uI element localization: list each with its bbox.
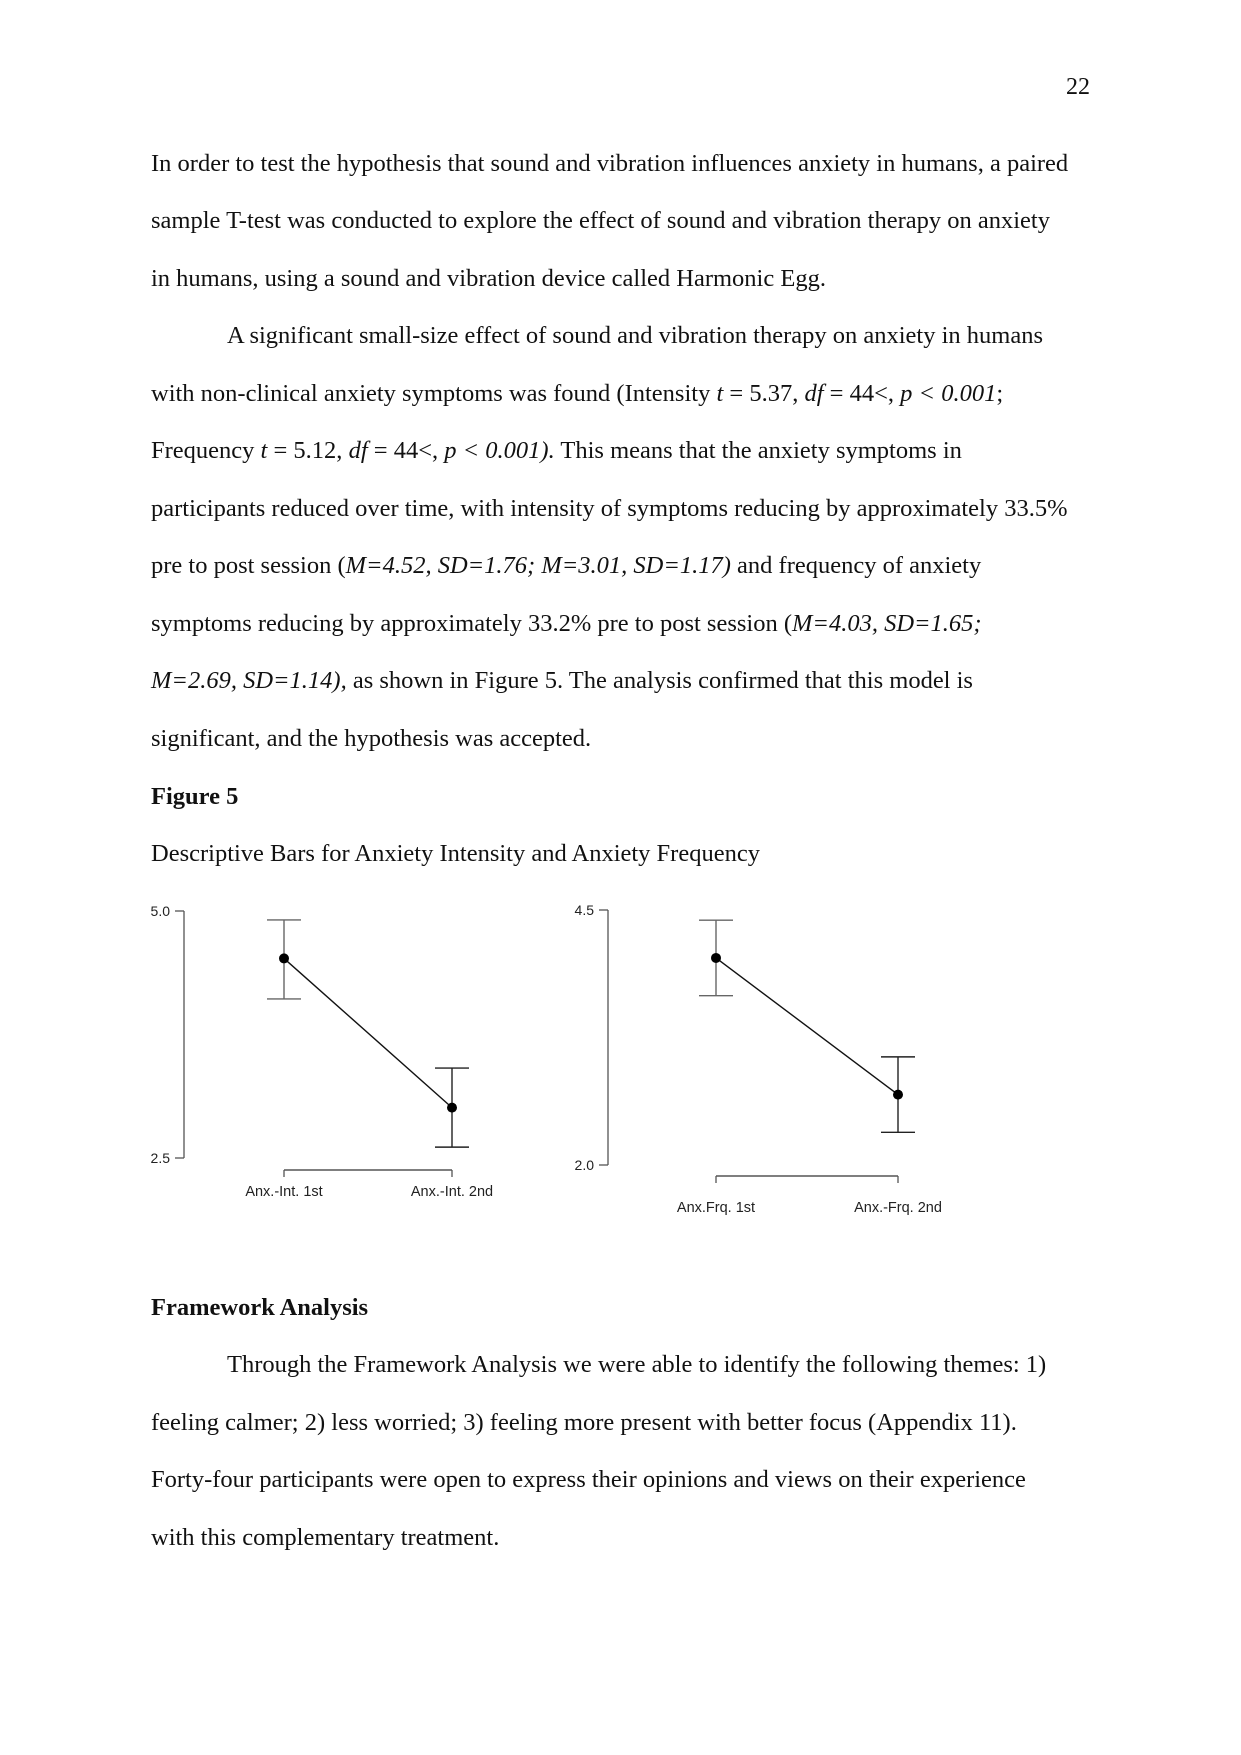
body-line bbox=[151, 379, 1003, 409]
text-run: and frequency of anxiety bbox=[730, 552, 982, 579]
stat-symbol: df bbox=[348, 437, 368, 464]
text-run: ; bbox=[996, 380, 1004, 407]
body-line: Through the Framework Analysis we were able to identify the following themes: 1) bbox=[227, 1351, 1047, 1378]
y-tick-label: 5.0 bbox=[150, 903, 170, 919]
body-line: A significant small-size effect of sound and vibration therapy on anxiety in humans bbox=[227, 322, 1044, 349]
stat-values: M=2.69, SD=1.14), bbox=[151, 667, 347, 694]
series-line bbox=[284, 958, 452, 1107]
text-run: This means that the anxiety symptoms in bbox=[554, 437, 962, 464]
body-line: significant, and the hypothesis was accepted. bbox=[151, 725, 592, 752]
x-tick-label: Anx.Frq. 1st bbox=[676, 1200, 756, 1216]
data-point bbox=[279, 953, 289, 963]
y-tick-label: 2.5 bbox=[150, 1150, 170, 1166]
section-heading: Framework Analysis bbox=[151, 1294, 369, 1321]
figure-5-charts bbox=[0, 880, 1241, 1240]
data-point bbox=[893, 1090, 903, 1100]
body-line bbox=[151, 609, 982, 639]
stat-symbol: p < 0.001). bbox=[444, 437, 555, 464]
text-run: as shown in Figure 5. The analysis confirmed that this model is bbox=[346, 667, 973, 694]
data-point bbox=[711, 953, 721, 963]
x-tick-label: Anx.-Int. 1st bbox=[245, 1184, 323, 1200]
body-line: participants reduced over time, with intensity of symptoms reducing by approximately 33.5% bbox=[151, 495, 1068, 522]
body-line: in humans, using a sound and vibration device called Harmonic Egg. bbox=[151, 265, 826, 292]
text-run: with non-clinical anxiety symptoms was found (Intensity bbox=[151, 380, 717, 407]
chart-anxiety-frequency bbox=[575, 902, 942, 1216]
x-tick-label: Anx.-Int. 2nd bbox=[410, 1184, 494, 1200]
body-line: feeling calmer; 2) less worried; 3) feeling more present with better focus (Appendix 11). bbox=[151, 1409, 1017, 1436]
text-run: Frequency bbox=[151, 437, 261, 464]
body-line: with this complementary treatment. bbox=[151, 1524, 500, 1551]
text-run: = 5.37, bbox=[723, 380, 805, 407]
body-line bbox=[151, 436, 962, 466]
stat-symbol: t bbox=[716, 380, 724, 407]
x-tick-label: Anx.-Frq. 2nd bbox=[854, 1200, 942, 1216]
stat-symbol: t bbox=[260, 437, 268, 464]
text-run: pre to post session ( bbox=[151, 552, 346, 579]
text-run: = 44<, bbox=[367, 437, 445, 464]
data-point bbox=[447, 1103, 457, 1113]
stat-symbol: df bbox=[804, 380, 824, 407]
page-number: 22 bbox=[1066, 74, 1090, 100]
y-tick-label: 2.0 bbox=[574, 1157, 594, 1173]
series-line bbox=[716, 958, 898, 1095]
y-tick-label: 4.5 bbox=[574, 902, 594, 918]
text-run: = 44<, bbox=[823, 380, 901, 407]
body-line: In order to test the hypothesis that sound and vibration influences anxiety in humans, a paired bbox=[151, 150, 1069, 177]
stat-symbol: p < 0.001 bbox=[900, 380, 997, 407]
body-line bbox=[151, 551, 981, 581]
stat-values: M=4.52, SD=1.76; M=3.01, SD=1.17) bbox=[345, 552, 731, 579]
body-line: Forty-four participants were open to express their opinions and views on their experience bbox=[151, 1466, 1026, 1493]
body-line bbox=[151, 666, 973, 696]
text-run: = 5.12, bbox=[267, 437, 349, 464]
figure-caption: Descriptive Bars for Anxiety Intensity and Anxiety Frequency bbox=[151, 840, 760, 867]
text-run: symptoms reducing by approximately 33.2% pre to post session ( bbox=[151, 610, 792, 637]
chart-anxiety-intensity bbox=[151, 903, 494, 1200]
body-line: sample T-test was conducted to explore the effect of sound and vibration therapy on anxiety bbox=[151, 207, 1050, 234]
figure-label: Figure 5 bbox=[151, 783, 239, 810]
stat-values: M=4.03, SD=1.65; bbox=[792, 610, 982, 637]
